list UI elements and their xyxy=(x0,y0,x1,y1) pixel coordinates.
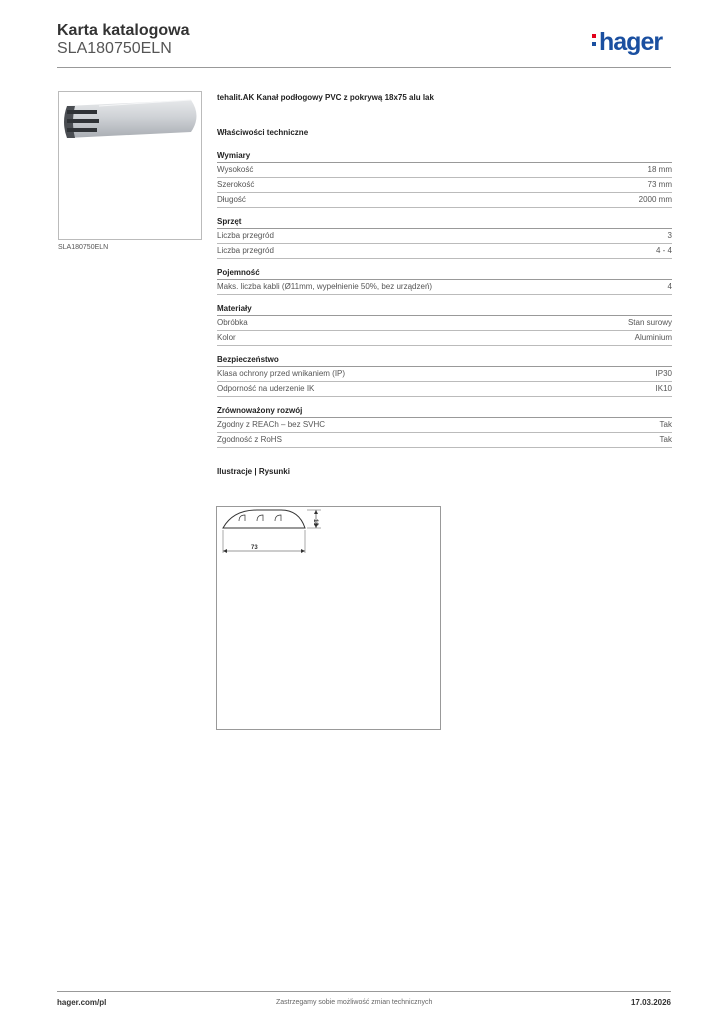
technical-drawing xyxy=(216,506,441,730)
spec-row xyxy=(217,280,672,295)
technical-content xyxy=(217,93,672,480)
product-title: tehalit.AK Kanał podłogowy PVC z pokrywą 18x75 alu lak xyxy=(217,93,434,102)
spec-row xyxy=(217,367,672,382)
spec-row xyxy=(217,331,672,346)
spec-group-equipment xyxy=(217,217,672,259)
spec-label: Liczba przegród xyxy=(217,231,274,240)
header-divider xyxy=(57,67,671,68)
spec-label: Zgodny z REACh – bez SVHC xyxy=(217,420,326,429)
product-image xyxy=(58,91,202,240)
spec-value: Tak xyxy=(659,420,672,429)
spec-label: Zgodność z RoHS xyxy=(217,435,282,444)
height-dimension: 18 xyxy=(312,519,318,526)
spec-row xyxy=(217,178,672,193)
floor-duct-photo-icon xyxy=(59,92,201,239)
spec-row xyxy=(217,229,672,244)
spec-row xyxy=(217,316,672,331)
page-title: Karta katalogowa xyxy=(57,22,190,39)
spec-value: 4 - 4 xyxy=(655,246,672,255)
spec-label: Długość xyxy=(217,195,246,204)
spec-label: Kolor xyxy=(217,333,236,342)
hager-logo xyxy=(592,28,662,57)
width-dimension: 73 xyxy=(251,545,258,551)
logo-dots-icon xyxy=(592,28,597,46)
spec-row xyxy=(217,163,672,178)
spec-label: Odporność na uderzenie IK xyxy=(217,384,315,393)
product-code: SLA180750ELN xyxy=(57,40,172,57)
spec-value: Tak xyxy=(659,435,672,444)
spec-row xyxy=(217,193,672,208)
spec-row xyxy=(217,244,672,259)
spec-value: IP30 xyxy=(655,369,672,378)
spec-label: Obróbka xyxy=(217,318,248,327)
illustrations-heading: Ilustracje | Rysunki xyxy=(217,467,290,476)
spec-value: 3 xyxy=(667,231,672,240)
spec-label: Maks. liczba kabli (Ø11mm, wypełnienie 50%, bez urządzeń) xyxy=(217,282,433,291)
spec-group-dimensions xyxy=(217,151,672,208)
logo-text: hager xyxy=(599,28,663,56)
spec-value: 2000 mm xyxy=(638,195,672,204)
spec-label: Szerokość xyxy=(217,180,255,189)
spec-group-sustainability xyxy=(217,406,672,448)
technical-heading: Właściwości techniczne xyxy=(217,128,309,137)
footer-website[interactable]: hager.com/pl xyxy=(57,998,107,1007)
group-title: Zrównoważony rozwój xyxy=(217,406,672,418)
group-title: Bezpieczeństwo xyxy=(217,355,672,367)
spec-value: IK10 xyxy=(655,384,672,393)
spec-group-safety xyxy=(217,355,672,397)
footer-date: 17.03.2026 xyxy=(630,998,671,1007)
spec-value: 73 mm xyxy=(647,180,672,189)
group-title: Wymiary xyxy=(217,151,672,163)
spec-row xyxy=(217,382,672,397)
spec-value: Stan surowy xyxy=(627,318,672,327)
group-title: Materiały xyxy=(217,304,672,316)
duct-profile-drawing-icon xyxy=(217,507,440,729)
spec-value: 18 mm xyxy=(647,165,672,174)
spec-label: Wysokość xyxy=(217,165,254,174)
footer-divider xyxy=(57,991,671,992)
spec-value: Aluminium xyxy=(634,333,672,342)
spec-group-materials xyxy=(217,304,672,346)
footer-note: Zastrzegamy sobie możliwość zmian technicznych xyxy=(276,999,433,1006)
group-title: Pojemność xyxy=(217,268,672,280)
group-title: Sprzęt xyxy=(217,217,672,229)
spec-row xyxy=(217,433,672,448)
spec-group-capacity xyxy=(217,268,672,295)
spec-label: Liczba przegród xyxy=(217,246,274,255)
spec-row xyxy=(217,418,672,433)
image-caption: SLA180750ELN xyxy=(58,244,109,251)
spec-value: 4 xyxy=(667,282,672,291)
spec-label: Klasa ochrony przed wnikaniem (IP) xyxy=(217,369,346,378)
